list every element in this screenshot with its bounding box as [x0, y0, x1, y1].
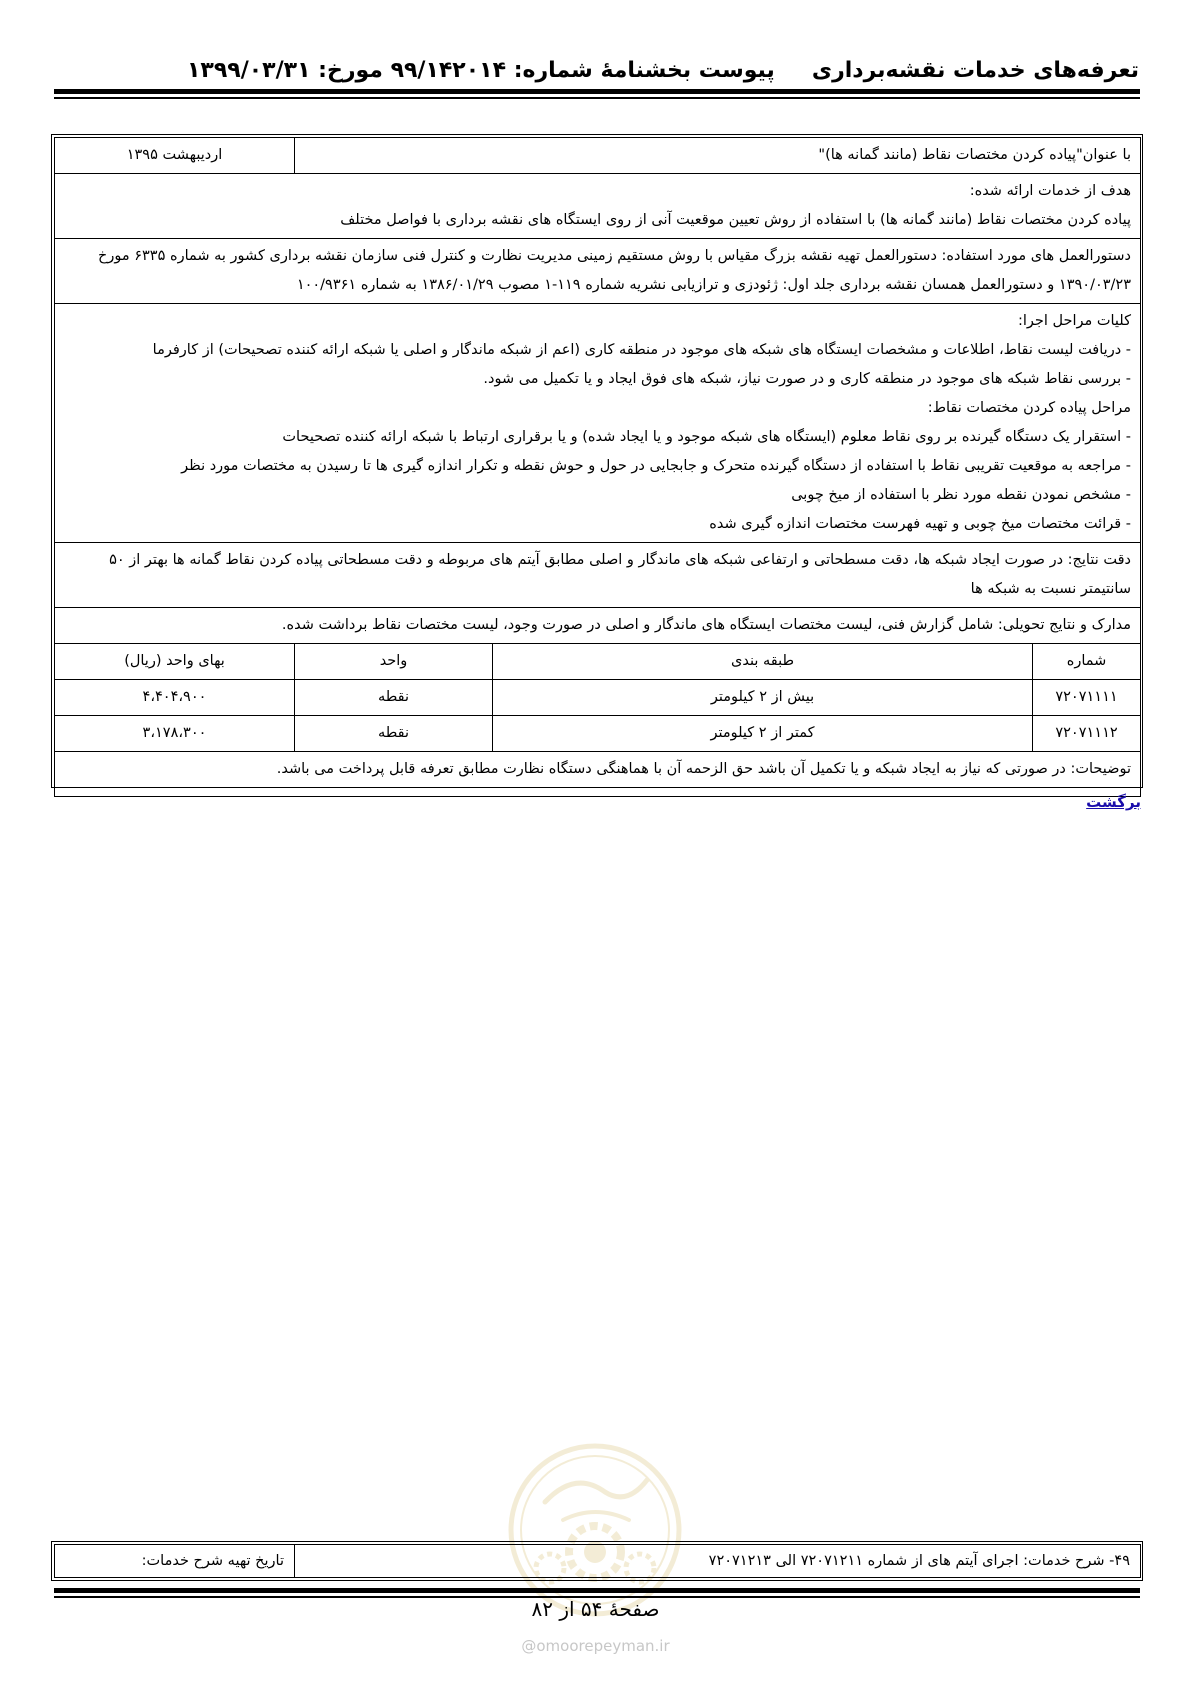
column-header-price: بهای واحد (ریال) — [55, 644, 295, 680]
item-code: ۷۲۰۷۱۱۱۲ — [1033, 716, 1141, 752]
service-description-table — [54, 137, 1141, 797]
item-category: کمتر از ۲ کیلومتر — [493, 716, 1033, 752]
item-unit: نقطه — [295, 716, 493, 752]
goal-row — [55, 174, 1141, 239]
step-item: - بررسی نقاط شبکه های موجود در منطقه کاری و در صورت نیاز، شبکه های فوق ایجاد و یا تکمیل می شود. — [483, 371, 1131, 387]
header-rule-thick — [54, 89, 1140, 94]
stakeout-step-item: - مشخص نمودن نقطه مورد نظر با استفاده از میخ چوبی — [791, 487, 1131, 503]
page-number: صفحۀ ۵۴ از ۸۲ — [531, 1597, 660, 1621]
table-row — [55, 716, 1141, 752]
deliverables-row — [55, 608, 1141, 644]
service-date: اردیبهشت ۱۳۹۵ — [55, 138, 295, 174]
stakeout-step-item: - قرائت مختصات میخ چوبی و تهیه فهرست مختصات اندازه گیری شده — [709, 516, 1131, 532]
item-unit: نقطه — [295, 680, 493, 716]
standards-line-1: دستورالعمل های مورد استفاده: دستورالعمل تهیه نقشه بزرگ مقیاس با روش مستقیم زمینی مدیریت نظارت و کنترل فنی سازمان نقشه برداری کشور به شماره ۶۳۳۵ مورخ — [97, 248, 1131, 264]
notes-text: توضیحات: در صورتی که نیاز به ایجاد شبکه و یا تکمیل آن باشد حق الزحمه آن با هماهنگی دستگاه نظارت مطابق تعرفه قابل پرداخت می باشد. — [55, 752, 1141, 797]
watermark-logo-icon — [505, 1440, 685, 1620]
item-category: بیش از ۲ کیلومتر — [493, 680, 1033, 716]
prep-date-label: تاریخ تهیه شرح خدمات: — [55, 1545, 295, 1578]
document-title: تعرفه‌های خدمات نقشه‌برداری — [811, 58, 1139, 83]
footer-rule-thick — [54, 1588, 1140, 1593]
deliverables-text: مدارک و نتایج تحویلی: شامل گزارش فنی، لیست مختصات ایستگاه های ماندگار و اصلی در صورت وجود، لیست مختصات نقاط برداشت شده. — [55, 608, 1141, 644]
column-header-category: طبقه بندی — [493, 644, 1033, 680]
item-price: ۴،۴۰۴،۹۰۰ — [55, 680, 295, 716]
accuracy-line-2: سانتیمتر نسبت به شبکه ها — [970, 581, 1131, 597]
footer-table — [54, 1544, 1141, 1578]
standards-row — [55, 239, 1141, 304]
watermark-url: @omoorepeyman.ir — [521, 1637, 670, 1655]
circular-reference: پیوست بخشنامۀ شماره: ۹۹/۱۴۲۰۱۴ مورخ: ۱۳۹۹/۰۳/۳۱ — [187, 58, 775, 83]
procedure-row — [55, 304, 1141, 543]
title-row — [55, 138, 1141, 174]
back-link[interactable]: برگشت — [1086, 793, 1141, 811]
item-price: ۳،۱۷۸،۳۰۰ — [55, 716, 295, 752]
service-description-footer: ۴۹- شرح خدمات: اجرای آیتم های از شماره ۷۲۰۷۱۲۱۱ الی ۷۲۰۷۱۲۱۳ — [295, 1545, 1141, 1578]
price-header-row — [55, 644, 1141, 680]
table-row — [55, 680, 1141, 716]
stakeout-heading: مراحل پیاده کردن مختصات نقاط: — [927, 400, 1131, 416]
accuracy-row — [55, 543, 1141, 608]
accuracy-line-1: دقت نتایج: در صورت ایجاد شبکه ها، دقت مسطحاتی و ارتفاعی شبکه های ماندگار و اصلی مطابق آیتم های مربوطه و دقت مسطحاتی پیاده کردن نقاط گمانه ها بهتر از ۵۰ — [109, 552, 1131, 568]
column-header-code: شماره — [1033, 644, 1141, 680]
standards-line-2: ۱۳۹۰/۰۳/۲۳ و دستورالعمل همسان نقشه برداری جلد اول: ژئودزی و ترازیابی نشریه شماره ۱۱۹-۱ مصوب ۱۳۸۶/۰۱/۲۹ به شماره ۱۰۰/۹۳۶۱ — [296, 277, 1131, 293]
item-code: ۷۲۰۷۱۱۱۱ — [1033, 680, 1141, 716]
column-header-unit: واحد — [295, 644, 493, 680]
goal-heading: هدف از خدمات ارائه شده: — [969, 183, 1131, 199]
header-rule-thin — [54, 97, 1140, 99]
goal-text: پیاده کردن مختصات نقاط (مانند گمانه ها) با استفاده از روش تعیین موقعیت آنی از روی ایستگاه های نقشه برداری با فواصل مختلف — [340, 212, 1131, 228]
service-title: با عنوان"پیاده کردن مختصات نقاط (مانند گمانه ها)" — [295, 138, 1141, 174]
step-item: - دریافت لیست نقاط، اطلاعات و مشخصات ایستگاه های شبکه های موجود در منطقه کاری (اعم از شبکه ماندگار و اصلی یا شبکه ارائه کننده تصحیحات) از کارفرما — [152, 342, 1131, 358]
notes-row — [55, 752, 1141, 797]
stakeout-step-item: - مراجعه به موقعیت تقریبی نقاط با استفاده از دستگاه گیرنده متحرک و جابجایی در حول و حوش نقطه و تکرار اندازه گیری ها تا رسیدن به مختصات مورد نظر — [181, 458, 1131, 474]
stakeout-step-item: - استقرار یک دستگاه گیرنده بر روی نقاط معلوم (ایستگاه های شبکه موجود و یا ایجاد شده) و یا برقراری ارتباط با شبکه ارائه کننده تصحیحات — [282, 429, 1131, 445]
steps-heading: کلیات مراحل اجرا: — [1017, 313, 1131, 329]
